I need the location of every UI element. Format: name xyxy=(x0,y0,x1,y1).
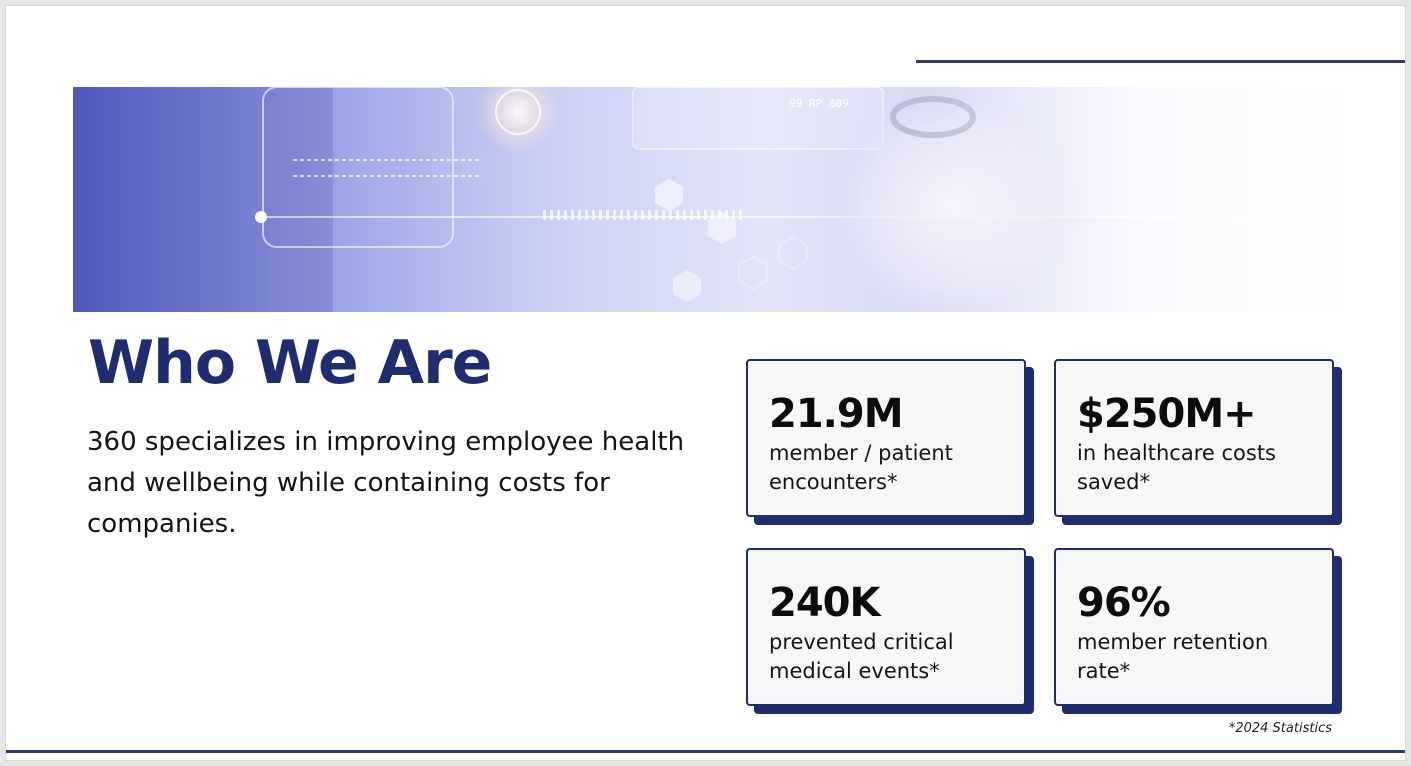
stat-card-prevented-events xyxy=(746,548,1026,706)
company-description: 360 specializes in improving employee health and wellbeing while containing costs for companies. xyxy=(87,427,685,539)
stat-value: $250M+ xyxy=(1077,391,1256,437)
bottom-accent-rule xyxy=(6,750,1406,753)
hero-overlay-text: 99 RP 809 xyxy=(789,97,849,110)
slide xyxy=(5,5,1406,761)
stat-card-retention xyxy=(1054,548,1334,706)
stat-card-encounters xyxy=(746,359,1026,517)
stat-value: 240K xyxy=(769,580,880,626)
stat-label: member retention rate* xyxy=(1077,630,1269,683)
stat-value: 21.9M xyxy=(769,391,903,437)
stat-label: prevented critical medical events* xyxy=(769,630,954,683)
stat-label: member / patient encounters* xyxy=(769,441,953,494)
hero-image xyxy=(73,87,1341,312)
stat-label: in healthcare costs saved* xyxy=(1077,441,1276,494)
hero-illustration xyxy=(73,87,1341,312)
page-title: Who We Are xyxy=(88,328,492,398)
stat-card-costs-saved xyxy=(1054,359,1334,517)
stat-value: 96% xyxy=(1077,580,1170,626)
statistics-footnote: *2024 Statistics xyxy=(1228,721,1332,736)
top-accent-rule xyxy=(916,60,1406,63)
